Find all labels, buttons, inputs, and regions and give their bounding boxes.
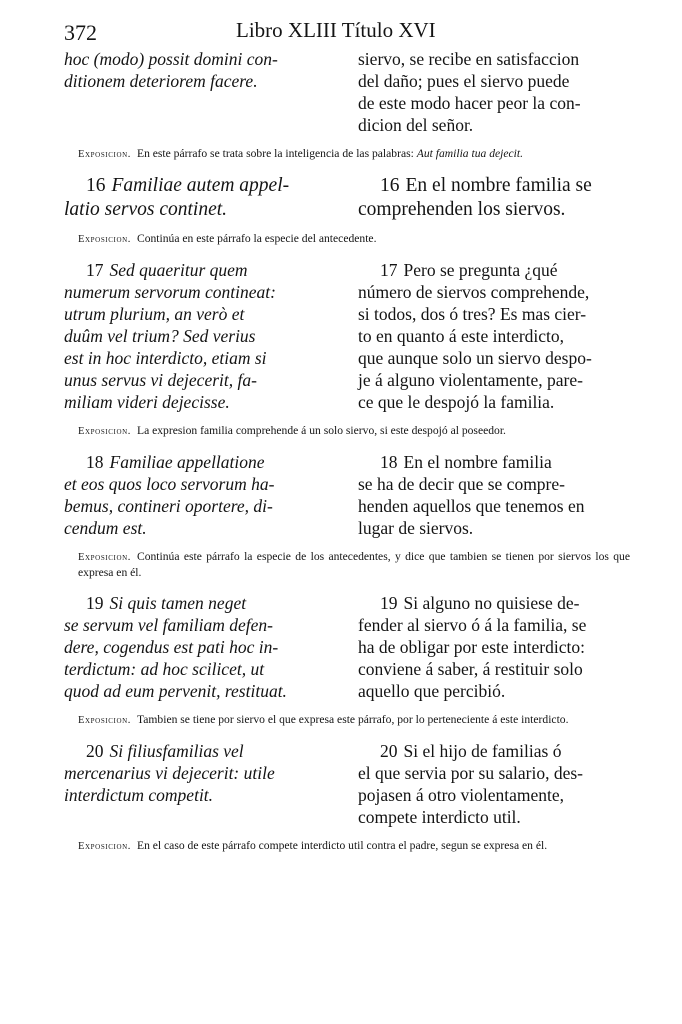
page-header <box>64 18 630 48</box>
running-title: Libro XLIII Título XVI <box>236 18 436 42</box>
exposition: Exposicion. Continúa en este párrafo la especie del antecedente. <box>78 232 377 245</box>
latin-text: hoc (modo) possit domini con- ditionem deteriorem facere. <box>64 49 278 91</box>
exposition: Exposicion. En este párrafo se trata sobre la inteligencia de las palabras: Aut familia tua dejecit. <box>78 147 523 160</box>
exposition: Exposicion. Continúa este párrafo la especie de los antecedentes, y dice que tambien se tienen por siervos los que expresa en él. <box>78 550 630 579</box>
latin-text: 17 Sed quaeritur quem numerum servorum contineat: utrum plurium, an verò et duûm vel trium? Sed verius est in hoc interdicto, etiam si unus servus vi dejecerit, fa- miliam videri dejecisse. <box>64 260 276 412</box>
latin-text: 20 Si filiusfamilias vel mercenarius vi dejecerit: utile interdictum competit. <box>64 741 275 805</box>
paragraph-18 <box>64 451 630 539</box>
exposition: Exposicion. En el caso de este párrafo compete interdicto util contra el padre, segun se expresa en él. <box>78 839 548 852</box>
spanish-text: 19 Si alguno no quisiese de- fender al siervo ó á la familia, se ha de obligar por este interdicto: conviene á saber, á restituir solo aquello que percibió. <box>358 593 587 701</box>
latin-text: 16 Familiae autem appel- latio servos continet. <box>64 175 290 220</box>
exposition: Exposicion. Tambien se tiene por siervo el que expresa este párrafo, por lo perteneciente á este interdicto. <box>78 713 569 726</box>
spanish-text: 18 En el nombre familia se ha de decir que se compre- henden aquellos que tenemos en lugar de siervos. <box>358 452 585 538</box>
paragraph-15-continuation <box>64 48 630 136</box>
latin-text: 18 Familiae appellatione et eos quos loco servorum ha- bemus, contineri oportere, di- cendum est. <box>64 452 275 538</box>
latin-text: 19 Si quis tamen neget se servum vel familiam defen- dere, cogendus est pati hoc in- terdictum: ad hoc scilicet, ut quod ad eum pervenit, restituat. <box>64 593 287 701</box>
spanish-text: 17 Pero se pregunta ¿qué número de siervos comprehende, si todos, dos ó tres? Es mas cier- to en quanto á este interdicto, que aunque solo un siervo despo- je á alguno violentamente, pare- ce que le despojó la familia. <box>358 260 592 412</box>
page-number: 372 <box>64 20 97 45</box>
paragraph-19 <box>64 592 630 702</box>
spanish-text: 20 Si el hijo de familias ó el que servia por su salario, des- pojasen á otro violentamente, compete interdicto util. <box>358 741 583 827</box>
spanish-text: siervo, se recibe en satisfaccion del daño; pues el siervo puede de este modo hacer peor la con- dicion del señor. <box>358 49 581 135</box>
page <box>64 18 630 866</box>
spanish-text: 16 En el nombre familia se comprehenden los siervos. <box>358 175 592 220</box>
paragraph-17 <box>64 259 630 413</box>
paragraph-20 <box>64 740 630 828</box>
paragraph-16 <box>64 174 630 221</box>
exposition: Exposicion. La expresion familia comprehende á un solo siervo, si este despojó al poseedor. <box>78 424 506 437</box>
